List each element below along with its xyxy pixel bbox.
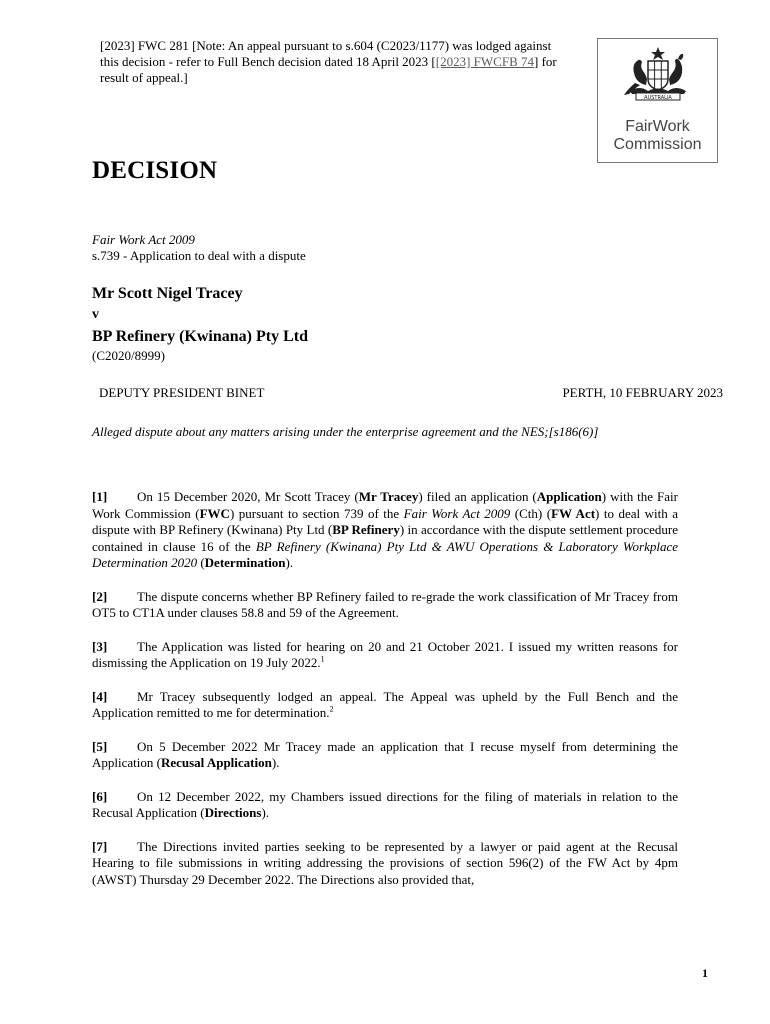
paragraph-1 <box>92 489 678 572</box>
logo-name-line2: Commission <box>613 136 702 153</box>
defined-term: Directions <box>204 805 262 820</box>
paragraph-text: The Directions invited parties seeking to be represented by a lawyer or paid agent at the Recusal Hearing to file submissions in writing addressing the provisions of section 596(2) of the FW Act by 4pm (AWST) Thursday 29 December 2022. The Directions also provided that, <box>92 838 678 887</box>
paragraph-text: ). <box>285 555 294 570</box>
paragraph-text: ) filed an application ( <box>418 489 537 504</box>
applicant-name: Mr Scott Nigel Tracey <box>92 285 243 302</box>
fair-work-commission-logo <box>597 38 718 163</box>
respondent-name: BP Refinery (Kwinana) Pty Ltd <box>92 328 308 345</box>
paragraph-text: The dispute concerns whether BP Refinery failed to re-grade the work classification of Mr Tracey from OT5 to CT1A under clauses 58.8 and 59 of the Agreement. <box>92 588 678 620</box>
defined-term: Recusal Application <box>160 755 272 770</box>
paragraph-4 <box>92 689 678 722</box>
catchwords: Alleged dispute about any matters arising under the enterprise agreement and the NES;[s186(6)] <box>92 424 599 439</box>
paragraph-text: ( <box>197 555 205 570</box>
paragraph-text: ). <box>261 805 270 820</box>
paragraph-5 <box>92 739 678 772</box>
defined-term: FWC <box>199 505 230 521</box>
paragraph-number: [4] <box>92 688 108 704</box>
appeal-note <box>100 38 560 86</box>
paragraph-text: ) to deal with a dispute with BP Refinery (Kwinana) Pty Ltd ( <box>92 505 678 537</box>
footnote-reference[interactable]: 2 <box>329 704 334 714</box>
paragraph-3 <box>92 639 678 672</box>
coat-of-arms-icon <box>620 45 696 101</box>
logo-name-line1: FairWork <box>625 118 690 135</box>
defined-term: Determination <box>204 555 286 570</box>
instrument-citation: BP Refinery (Kwinana) Pty Ltd & AWU Operations & Laboratory Workplace Determination 2020 <box>92 538 679 570</box>
defined-term: BP Refinery <box>332 522 400 537</box>
member-name: DEPUTY PRESIDENT BINET <box>99 385 265 400</box>
paragraph-number: [7] <box>92 838 108 854</box>
act-reference <box>92 232 306 264</box>
paragraph-number: [3] <box>92 638 108 654</box>
act-section: s.739 - Application to deal with a dispute <box>92 248 306 263</box>
paragraph-text: (Cth) ( <box>510 505 552 521</box>
page-number: 1 <box>702 966 708 980</box>
paragraph-number: [5] <box>92 738 108 754</box>
matter-number: (C2020/8999) <box>92 348 165 363</box>
page-title: DECISION <box>92 157 218 184</box>
paragraph-number: [1] <box>92 489 108 504</box>
paragraph-2 <box>92 589 678 622</box>
decision-body <box>92 489 678 905</box>
defined-term: Application <box>536 489 602 504</box>
paragraph-text: ). <box>271 755 280 770</box>
paragraph-text: On 12 December 2022, my Chambers issued directions for the filing of materials in relation to the Recusal Application ( <box>92 788 678 820</box>
paragraph-text: Mr Tracey subsequently lodged an appeal. The Appeal was upheld by the Full Bench and the Application remitted to me for determination. <box>92 688 678 720</box>
paragraph-text: ) in accordance with the dispute settlement procedure contained in clause 16 of the <box>92 522 679 554</box>
paragraph-text: ) with the Fair Work Commission ( <box>92 489 678 521</box>
defined-term: FW Act <box>551 505 596 521</box>
footnote-reference[interactable]: 1 <box>320 654 325 664</box>
paragraph-text: On 15 December 2020, Mr Scott Tracey ( <box>137 489 359 504</box>
paragraph-text: On 5 December 2022 Mr Tracey made an application that I recuse myself from determining the Application ( <box>92 738 678 770</box>
defined-term: Mr Tracey <box>358 489 419 504</box>
versus: v <box>92 307 99 322</box>
paragraph-7 <box>92 839 678 889</box>
paragraph-text: The Application was listed for hearing on 20 and 21 October 2021. I issued my written reasons for dismissing the Application on 19 July 2022. <box>92 638 678 670</box>
crest-label: AUSTRALIA <box>644 95 672 101</box>
paragraph-number: [2] <box>92 588 108 604</box>
act-name: Fair Work Act 2009 <box>92 232 195 247</box>
appeal-note-text-end: ] for result of appeal.] <box>100 54 557 85</box>
full-bench-decision-link[interactable]: [2023] FWCFB 74 <box>435 54 534 69</box>
location-date: PERTH, 10 FEBRUARY 2023 <box>562 385 723 400</box>
act-citation: Fair Work Act 2009 <box>403 505 511 521</box>
paragraph-number: [6] <box>92 788 108 804</box>
paragraph-text: ) pursuant to section 739 of the <box>229 505 404 521</box>
appeal-note-text: [2023] FWC 281 [Note: An appeal pursuant to s.604 (C2023/1177) was lodged against this decision - refer to Full Bench decision dated 18 April 2023 [ <box>100 38 552 69</box>
paragraph-6 <box>92 789 678 822</box>
